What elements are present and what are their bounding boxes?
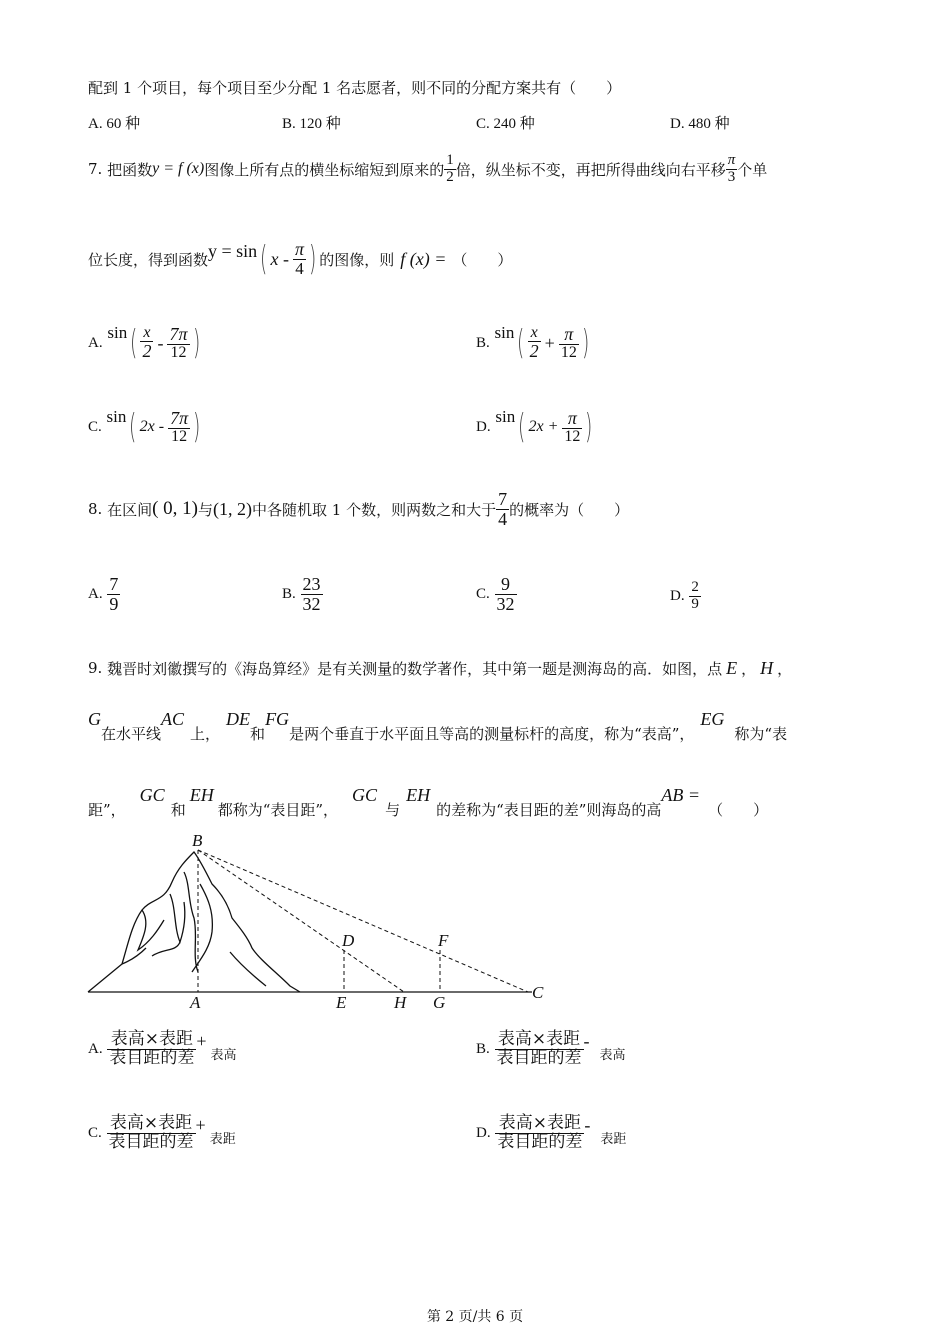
q7-line2: 位长度，得到函数 y = sin ( x - $\frac{\pi}{4}$ ) 的图像，则 f (x) = （ ） — [88, 239, 513, 279]
q8-stem: 8. 在区间 ( 0, 1) 与 (1, 2) 中各随机取 1 个数，则两数之和大于 $\frac{7}{4}$ 的概率为（ ） — [88, 488, 630, 529]
q9-option-a: A. $\frac{\text{表高×表距}}{\text{表目距的差}}$ + 表高 — [88, 1028, 237, 1068]
island-figure — [80, 832, 560, 1014]
sight-line-BH — [198, 850, 404, 992]
q9-number: 9. — [88, 659, 103, 677]
q9-line3: 距”， GC 和 EH 都称为“表目距”， GC 与 EH 的差称为“表目距的差”则海岛的高 AB = （ ） — [88, 785, 769, 819]
mountain-outline — [88, 852, 300, 992]
q7-option-c: C. sin ( 2x - $\frac{7\pi}{12}$ ) — [88, 407, 201, 447]
q9-option-b: B. $\frac{\text{表高×表距}}{\text{表目距的差}}$ - 表高 — [476, 1028, 626, 1068]
q8-option-b: B. $\frac{23}{32}$ — [282, 573, 321, 614]
q6-option-a: A. 60 种 — [88, 116, 141, 132]
label-C: C — [532, 983, 544, 1002]
q7-option-b: B. sin ( $\frac{x}{2}$ + $\frac{\pi}{12}$ ) — [476, 323, 590, 363]
label-B: B — [192, 832, 203, 850]
q6-option-b: B. 120 种 — [282, 116, 341, 132]
q6-continuation: 配到 1 个项目，每个项目至少分配 1 名志愿者，则不同的分配方案共有（ ） — [88, 79, 622, 97]
q6-option-c: C. 240 种 — [476, 116, 535, 132]
q9-option-d: D. $\frac{\text{表高×表距}}{\text{表目距的差}}$ - 表距 — [476, 1112, 627, 1152]
q7-line1: 7. 把函数 y = f (x) 图像上所有点的横坐标缩短到原来的 $\frac{1}{2}$ 倍，纵坐标不变，再把所得曲线向右平移 $\frac{\pi}{3}$ 个单 — [88, 151, 768, 185]
q7-option-d: D. sin ( 2x + $\frac{\pi}{12}$ ) — [476, 407, 593, 447]
q9-option-c: C. $\frac{\text{表高×表距}}{\text{表目距的差}}$ + 表距 — [88, 1112, 236, 1152]
q8-option-d: D. $\frac{2}{9}$ — [670, 578, 699, 612]
label-E: E — [336, 993, 347, 1012]
q8-option-a: A. $\frac{7}{9}$ — [88, 573, 119, 614]
func-y-sin: y = sin — [208, 240, 258, 261]
label-A: A — [190, 993, 201, 1012]
q9-line2: G 在水平线 AC 上， DE 和 FG 是两个垂直于水平面且等高的测量标杆的高度，称为“表高”， EG 称为“表 — [88, 709, 788, 743]
q8-option-c: C. $\frac{9}{32}$ — [476, 573, 515, 614]
label-F: F — [438, 931, 449, 950]
fraction-7-4: $\frac{7}{4}$ — [498, 488, 508, 529]
fraction-pi-3: $\frac{\pi}{3}$ — [727, 151, 736, 185]
q7-option-a: A. sin ( $\frac{x}{2}$ - $\frac{7\pi}{12}$ ) — [88, 323, 200, 363]
q7-number: 7. — [88, 160, 103, 178]
q8-number: 8. — [88, 500, 103, 518]
label-D: D — [342, 931, 355, 950]
label-G: G — [433, 993, 446, 1012]
fraction-half: $\frac{1}{2}$ — [446, 151, 454, 185]
q9-line1: 9. 魏晋时刘徽撰写的《海岛算经》是有关测量的数学著作，其中第一题是测海岛的高．如图，点 E ， H ， — [88, 657, 793, 678]
fraction-pi-4: $\frac{\pi}{4}$ — [294, 239, 304, 279]
q6-option-d: D. 480 种 — [670, 116, 730, 132]
page-footer: 第 2 页/共 6 页 — [426, 1309, 524, 1325]
label-H: H — [394, 993, 407, 1012]
